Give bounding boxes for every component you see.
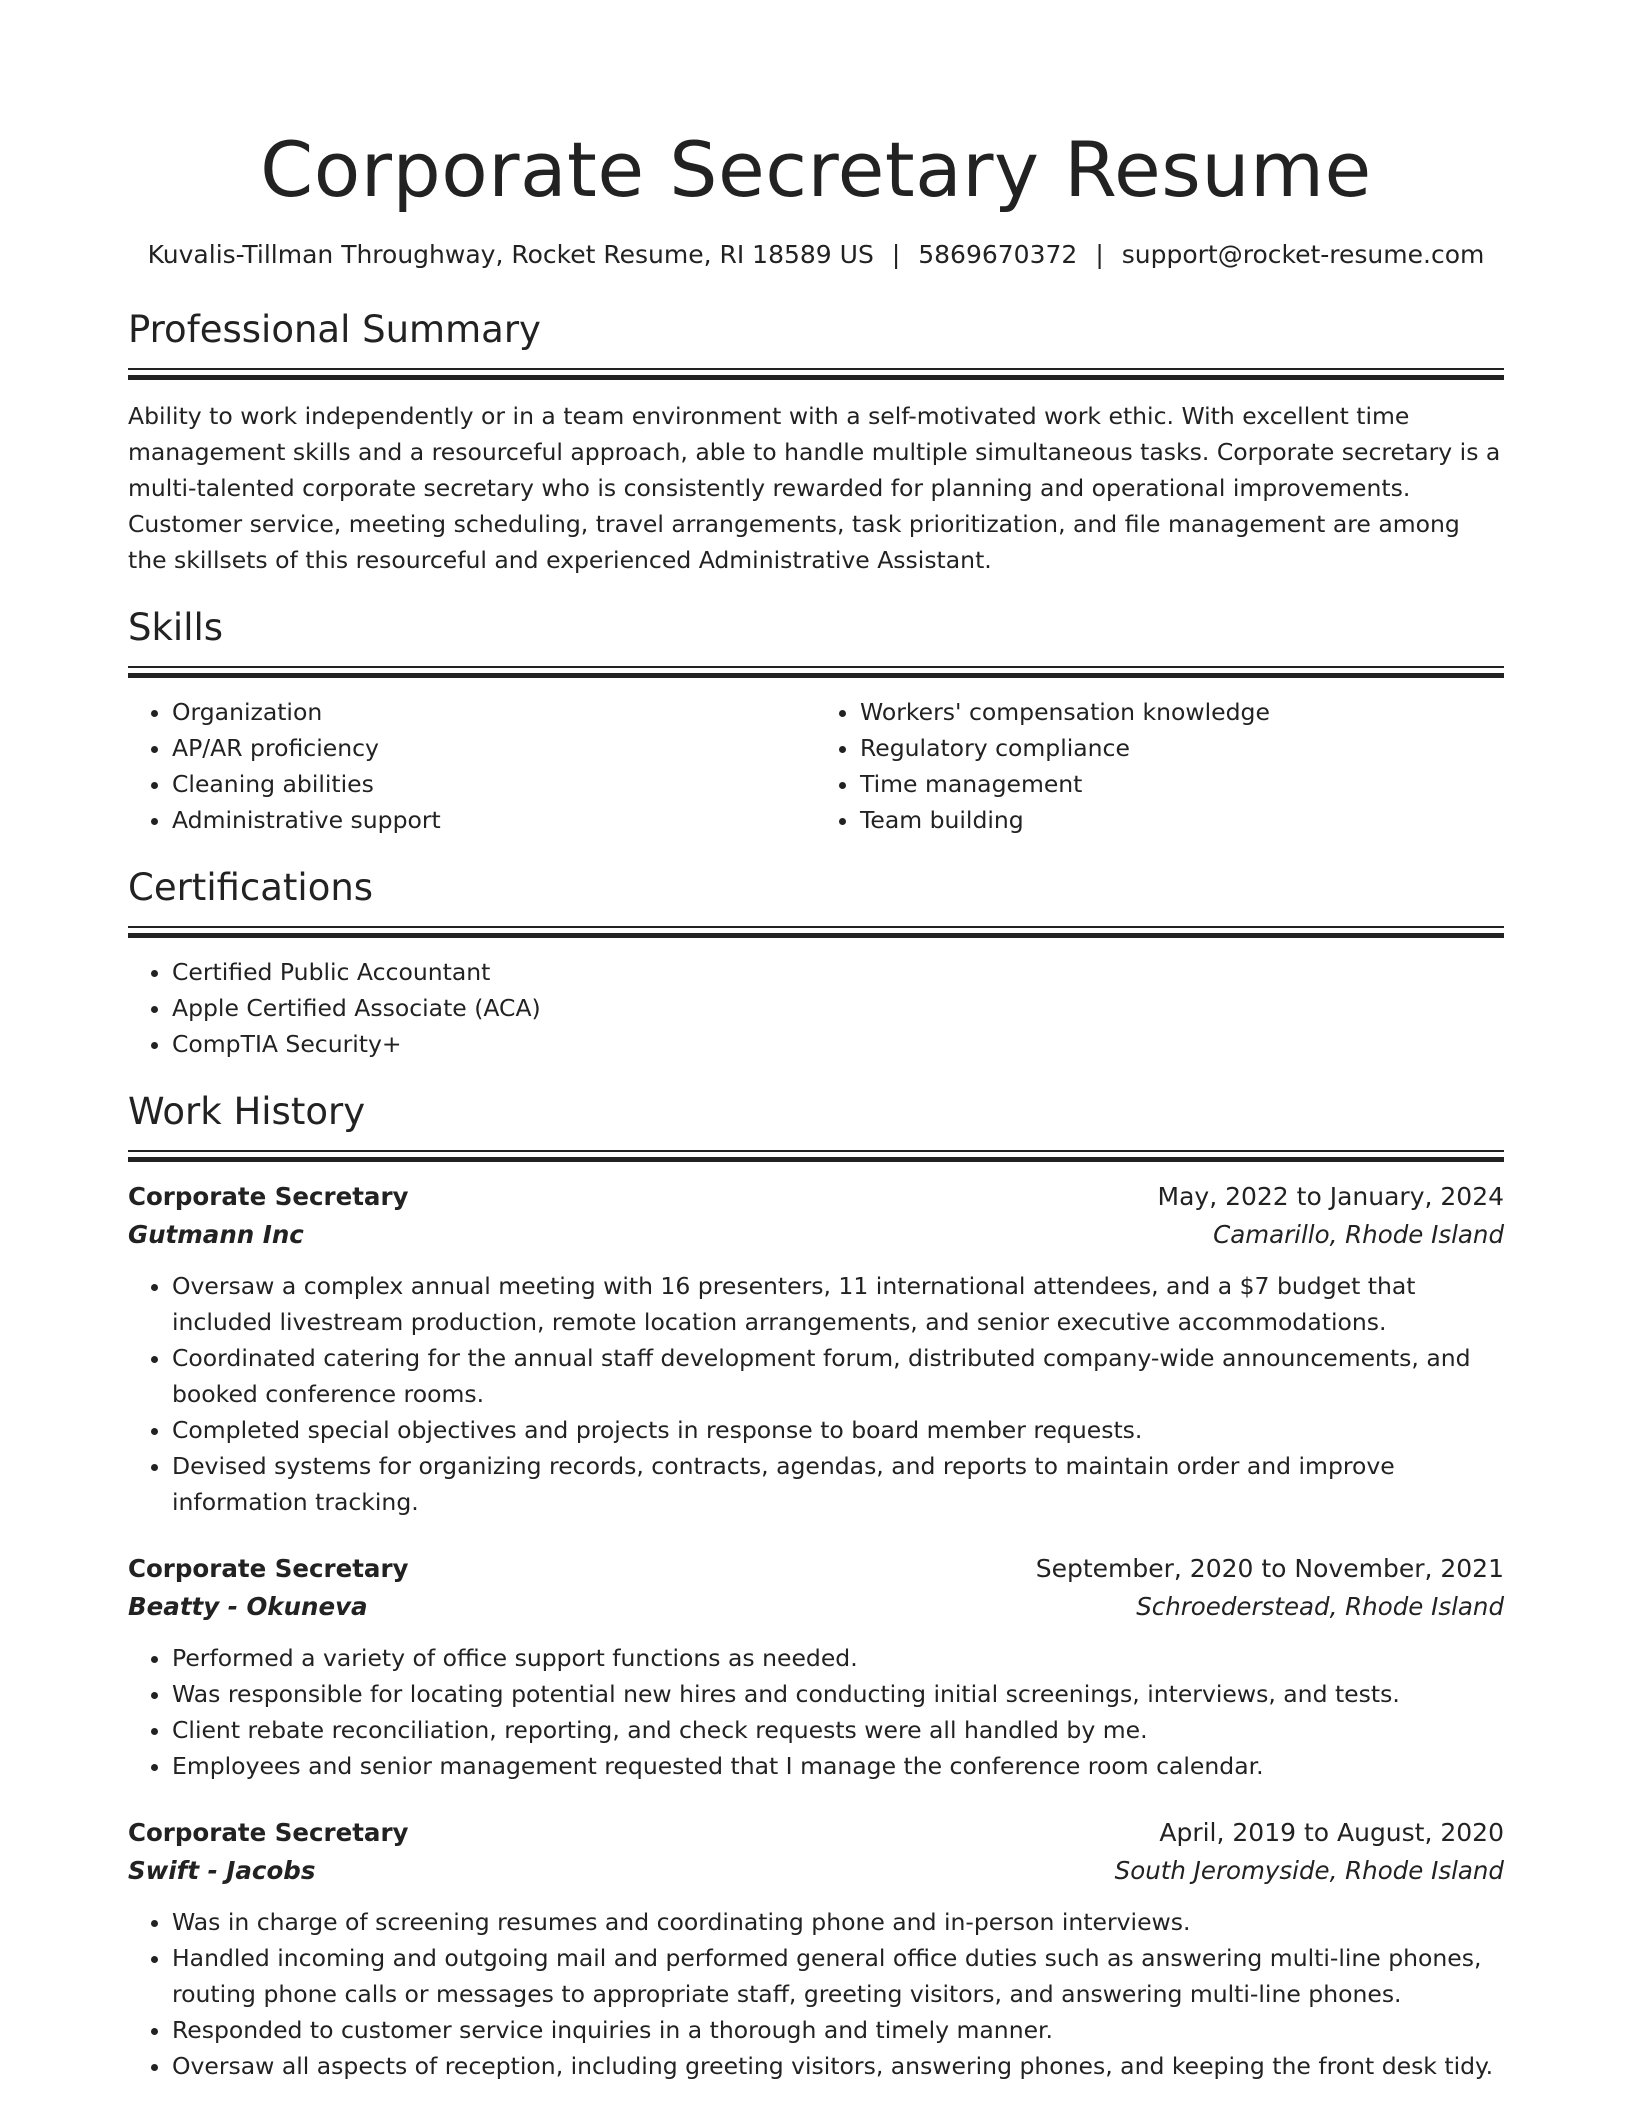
job-duties-list bbox=[128, 1268, 1504, 1520]
skill-item: • Time management bbox=[860, 766, 1504, 802]
job-duty: • Handled incoming and outgoing mail and performed general office duties such as answering multi-line phones, routing phone calls or messages to appropriate staff, greeting visitors, and answering multi-line phones. bbox=[172, 1940, 1504, 2012]
job-duty: • Responded to customer service inquiries in a thorough and timely manner. bbox=[172, 2012, 1504, 2048]
summary-text: Ability to work independently or in a team environment with a self-motivated work ethic. With excellent time management skills and a resourceful approach, able to handle multiple simultaneous tasks. Corporate secretary is a multi-talented corporate secretary who is consistently rewarded for planning and operational improvements. Customer service, meeting scheduling, travel arrangements, task prioritization, and file management are among the skillsets of this resourceful and experienced Administrative Assistant. bbox=[128, 402, 1501, 574]
section-heading: Professional Summary bbox=[128, 308, 541, 351]
contact-separator: | bbox=[1095, 240, 1104, 269]
job-duty: • Employees and senior management requested that I manage the conference room calendar. bbox=[172, 1748, 1504, 1784]
job-duty: • Coordinated catering for the annual staff development forum, distributed company-wide announcements, and booked conference rooms. bbox=[172, 1340, 1504, 1412]
job-duty: • Client rebate reconciliation, reporting, and check requests were all handled by me. bbox=[172, 1712, 1504, 1748]
contact-email: support@rocket-resume.com bbox=[1121, 240, 1485, 269]
job-company: Gutmann Inc bbox=[128, 1220, 304, 1249]
job-entry bbox=[128, 1550, 1504, 1784]
section-divider bbox=[128, 1150, 1504, 1162]
job-location: Camarillo, Rhode Island bbox=[1213, 1220, 1504, 1249]
job-location: Schroederstead, Rhode Island bbox=[1136, 1592, 1504, 1621]
contact-line bbox=[128, 238, 1504, 272]
job-duty: • Was responsible for locating potential new hires and conducting initial screenings, interviews, and tests. bbox=[172, 1676, 1504, 1712]
job-duty: • Completed special objectives and projects in response to board member requests. bbox=[172, 1412, 1504, 1448]
skill-item: • Organization bbox=[172, 694, 816, 730]
job-location: South Jeromyside, Rhode Island bbox=[1114, 1856, 1504, 1885]
job-duty: • Oversaw all aspects of reception, including greeting visitors, answering phones, and keeping the front desk tidy. bbox=[172, 2048, 1504, 2084]
section-heading: Skills bbox=[128, 606, 224, 649]
job-title: Corporate Secretary bbox=[128, 1554, 409, 1583]
job-dates: May, 2022 to January, 2024 bbox=[1157, 1182, 1504, 1211]
contact-separator: | bbox=[891, 240, 901, 269]
job-duty: • Was in charge of screening resumes and coordinating phone and in-person interviews. bbox=[172, 1904, 1504, 1940]
contact-address: Kuvalis-Tillman Throughway, Rocket Resume, RI 18589 US bbox=[147, 240, 874, 269]
certifications-list bbox=[128, 954, 1504, 1062]
job-dates: April, 2019 to August, 2020 bbox=[1159, 1818, 1504, 1847]
job-title: Corporate Secretary bbox=[128, 1818, 409, 1847]
job-company: Beatty - Okuneva bbox=[128, 1592, 368, 1621]
section-divider bbox=[128, 368, 1504, 380]
job-company: Swift - Jacobs bbox=[128, 1856, 316, 1885]
certification-item: • Certified Public Accountant bbox=[172, 954, 1504, 990]
job-duties-list bbox=[128, 1640, 1504, 1784]
section-skills bbox=[128, 604, 1504, 838]
job-dates: September, 2020 to November, 2021 bbox=[1035, 1554, 1504, 1583]
section-divider bbox=[128, 926, 1504, 938]
section-heading: Certifications bbox=[128, 866, 374, 909]
job-entry bbox=[128, 1178, 1504, 1520]
job-duty: • Oversaw a complex annual meeting with 16 presenters, 11 international attendees, and a $7 budget that included livestream production, remote location arrangements, and senior executive accommodations. bbox=[172, 1268, 1504, 1340]
skill-item: • AP/AR proficiency bbox=[172, 730, 816, 766]
skills-list-left bbox=[128, 694, 816, 838]
skill-item: • Workers' compensation knowledge bbox=[860, 694, 1504, 730]
skills-grid bbox=[128, 694, 1504, 838]
job-duty: • Devised systems for organizing records, contracts, agendas, and reports to maintain order and improve information tracking. bbox=[172, 1448, 1504, 1520]
skill-item: • Cleaning abilities bbox=[172, 766, 816, 802]
job-title: Corporate Secretary bbox=[128, 1182, 409, 1211]
section-heading: Work History bbox=[128, 1090, 366, 1133]
section-professional-summary bbox=[128, 306, 1504, 578]
section-divider bbox=[128, 666, 1504, 678]
section-certifications bbox=[128, 864, 1504, 1062]
job-duty: • Performed a variety of office support functions as needed. bbox=[172, 1640, 1504, 1676]
resume-title: Corporate Secretary Resume bbox=[260, 125, 1372, 214]
job-duties-list bbox=[128, 1904, 1504, 2084]
certification-item: • Apple Certified Associate (ACA) bbox=[172, 990, 1504, 1026]
certification-item: • CompTIA Security+ bbox=[172, 1026, 1504, 1062]
skill-item: • Team building bbox=[860, 802, 1504, 838]
section-work-history bbox=[128, 1088, 1504, 2084]
skill-item: • Administrative support bbox=[172, 802, 816, 838]
contact-phone: 5869670372 bbox=[918, 240, 1078, 269]
job-entry bbox=[128, 1814, 1504, 2084]
skill-item: • Regulatory compliance bbox=[860, 730, 1504, 766]
skills-list-right bbox=[816, 694, 1504, 838]
